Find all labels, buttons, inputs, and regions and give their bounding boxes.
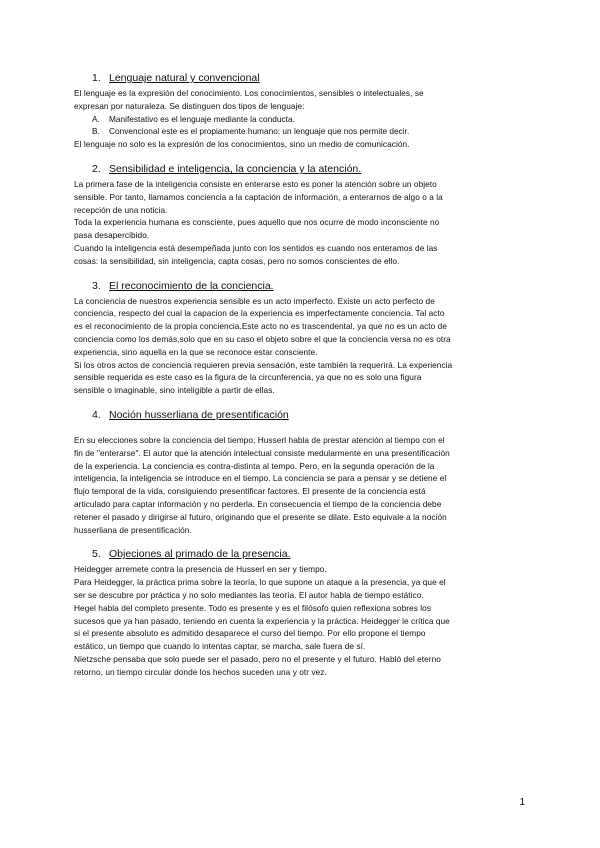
paragraph-line: Toda la experiencia humana es consciente, pues aquello que nos ocurre de modo inconsciente no (74, 217, 440, 228)
list-item-text: Convencional este es el propiamente humano: un lenguaje que nos permite decir. (109, 126, 410, 137)
section-1 (74, 72, 526, 151)
paragraph-line: Cuando la inteligencia está desempeñada junto con los sentidos es cuando nos enteramos de las (74, 242, 438, 253)
heading-title: Noción husserliana de presentificación (109, 408, 289, 421)
paragraph-line: si el presente absoluto es admitido desaparece el curso del tiempo. Por ello propone el tiempo (74, 628, 426, 639)
heading-number: 1. (92, 72, 101, 84)
heading-number: 3. (92, 279, 101, 292)
paragraph-line: Hegel habla del completo presente. Todo es presente y es el filósofo quien reflexiona sobres los (74, 602, 432, 613)
paragraph-line: articulado para captar información y no perderla. En consecuencia el tiempo de la conciencia debe (74, 498, 442, 509)
paragraph-line: El lenguaje es la expresión del conocimiento. Los conocimientos, sensibles o intelectuales, se (74, 88, 424, 98)
section-heading (74, 409, 526, 422)
paragraph-line: sucesos que ya han pasado, teniendo en cuenta la experiencia y la práctica. Heidegger le crítica que (74, 615, 450, 626)
section-heading (74, 72, 526, 85)
heading-number: 5. (92, 548, 101, 561)
paragraph-line: cosas: la sensibilidad, sin inteligencia, capta cosas, pero no somos conscientes de ello. (74, 255, 400, 266)
section-4 (74, 409, 526, 536)
paragraph-line: estático, un tiempo que cuando lo intentas captar, se marcha, sale fuera de sí. (74, 641, 366, 652)
page-number: 1 (519, 797, 525, 808)
list-marker: A. (92, 113, 100, 124)
paragraph-line: ser se descubre por práctica y no solo mediantes las teoría. El autor habla de tiempo estático. (74, 589, 424, 600)
paragraph-line: fin de "enterarse". El autor que la atención intelectual consiste medularmente en una presentificación (74, 447, 450, 458)
heading-number: 4. (92, 408, 101, 421)
list-item (74, 125, 526, 138)
paragraph-line: flujo temporal de la vida, consiguiendo presentificar factores. El presente de la conciencia está (74, 486, 426, 497)
paragraph-line: es el reconocimiento de la propia conciencia.Este acto no es trascendental, ya que no es un acto de (74, 321, 448, 332)
paragraph-line: retorno, un tiempo circular donde los hechos suceden una y otr vez. (74, 666, 327, 677)
heading-title: Sensibilidad e inteligencia, la conciencia y la atención. (109, 162, 362, 175)
paragraph-line: expresan por naturaleza. Se distinguen dos tipos de lenguaje: (74, 100, 305, 111)
paragraph-line: husserliana de presentificación. (74, 524, 192, 535)
section-heading (74, 163, 526, 176)
heading-title: Objeciones al primado de la presencia. (109, 548, 291, 561)
paragraph-line: sensible o imaginable, sino inteligible a partir de ellas. (74, 385, 275, 396)
paragraph-line: La primera fase de la inteligencia consiste en enterarse esto es poner la atención sobre un objeto (74, 178, 437, 189)
section-5 (74, 548, 526, 678)
paragraph-line: experiencia, sino aquella en la que se reconoce estar consciente. (74, 346, 318, 357)
paragraph-line: de la experiencia. La conciencia es contra-distinta al tempo. Pero, en la segunda operación de la (74, 460, 435, 471)
heading-title: El reconocimiento de la conciencia. (109, 279, 274, 292)
paragraph-line: En su elecciones sobre la conciencia del tiempo, Husserl habla de prestar atención al tiempo con el (74, 434, 445, 445)
paragraph-line: sensible. Por tanto, llamamos conciencia a la captación de información, a enterarnos de algo o a la (74, 191, 443, 202)
document-page (74, 72, 526, 678)
paragraph-line: conciencia como los demás,solo que en su caso el objeto sobre el que la conciencia versa no es otra (74, 333, 451, 344)
paragraph-line: Heidegger arremete contra la presencia de Husserl en ser y tiempo. (74, 564, 327, 575)
paragraph-line: Nietzsche pensaba que solo puede ser el pasado, pero no el presente y el futuro. Habló del eterno (74, 653, 441, 664)
language-types-list (74, 113, 526, 139)
paragraph-line: pasa desapercibido. (74, 230, 150, 241)
section-heading (74, 280, 526, 293)
paragraph-line: inteligencia, la inteligencia se introduce en el tiempo. La conciencia se para a pensar y se detiene el (74, 473, 447, 484)
list-item-text: Manifestativo es el lenguaje mediante la conducta. (109, 113, 295, 124)
paragraph-line: Si los otros actos de conciencia requieren previa sensación, este también la requerirá. La experiencia (74, 359, 453, 370)
section-3 (74, 280, 526, 397)
paragraph-line: La conciencia de nuestros experiencia sensible es un acto imperfecto. Existe un acto perfecto de (74, 295, 435, 306)
paragraph-line: retener el pasado y dirigirse al futuro, originando que el presente se dilate. Esto equivale a la noción (74, 511, 447, 522)
section-heading (74, 548, 526, 561)
paragraph-line: sensible requerida es este caso es la figura de la circunferencia, ya que no es solo una figura (74, 372, 422, 383)
heading-number: 2. (92, 162, 101, 175)
paragraph-line: recepción de una noticia. (74, 204, 168, 215)
list-item (74, 113, 526, 126)
section-2 (74, 163, 526, 268)
paragraph-line: Para Heidegger, la práctica prima sobre la teoría, lo que supone un ataque a la presencia, ya que el (74, 577, 446, 588)
paragraph-line: El lenguaje no solo es la expresión de los conocimientos, sino un medio de comunicación. (74, 139, 410, 150)
heading-title: Lenguaje natural y convencional (109, 72, 260, 84)
paragraph-line: conciencia, respecto del cual la capacion de la experiencia es imperfectamente conciencia. Tal acto (74, 308, 445, 319)
list-marker: B. (92, 126, 100, 137)
